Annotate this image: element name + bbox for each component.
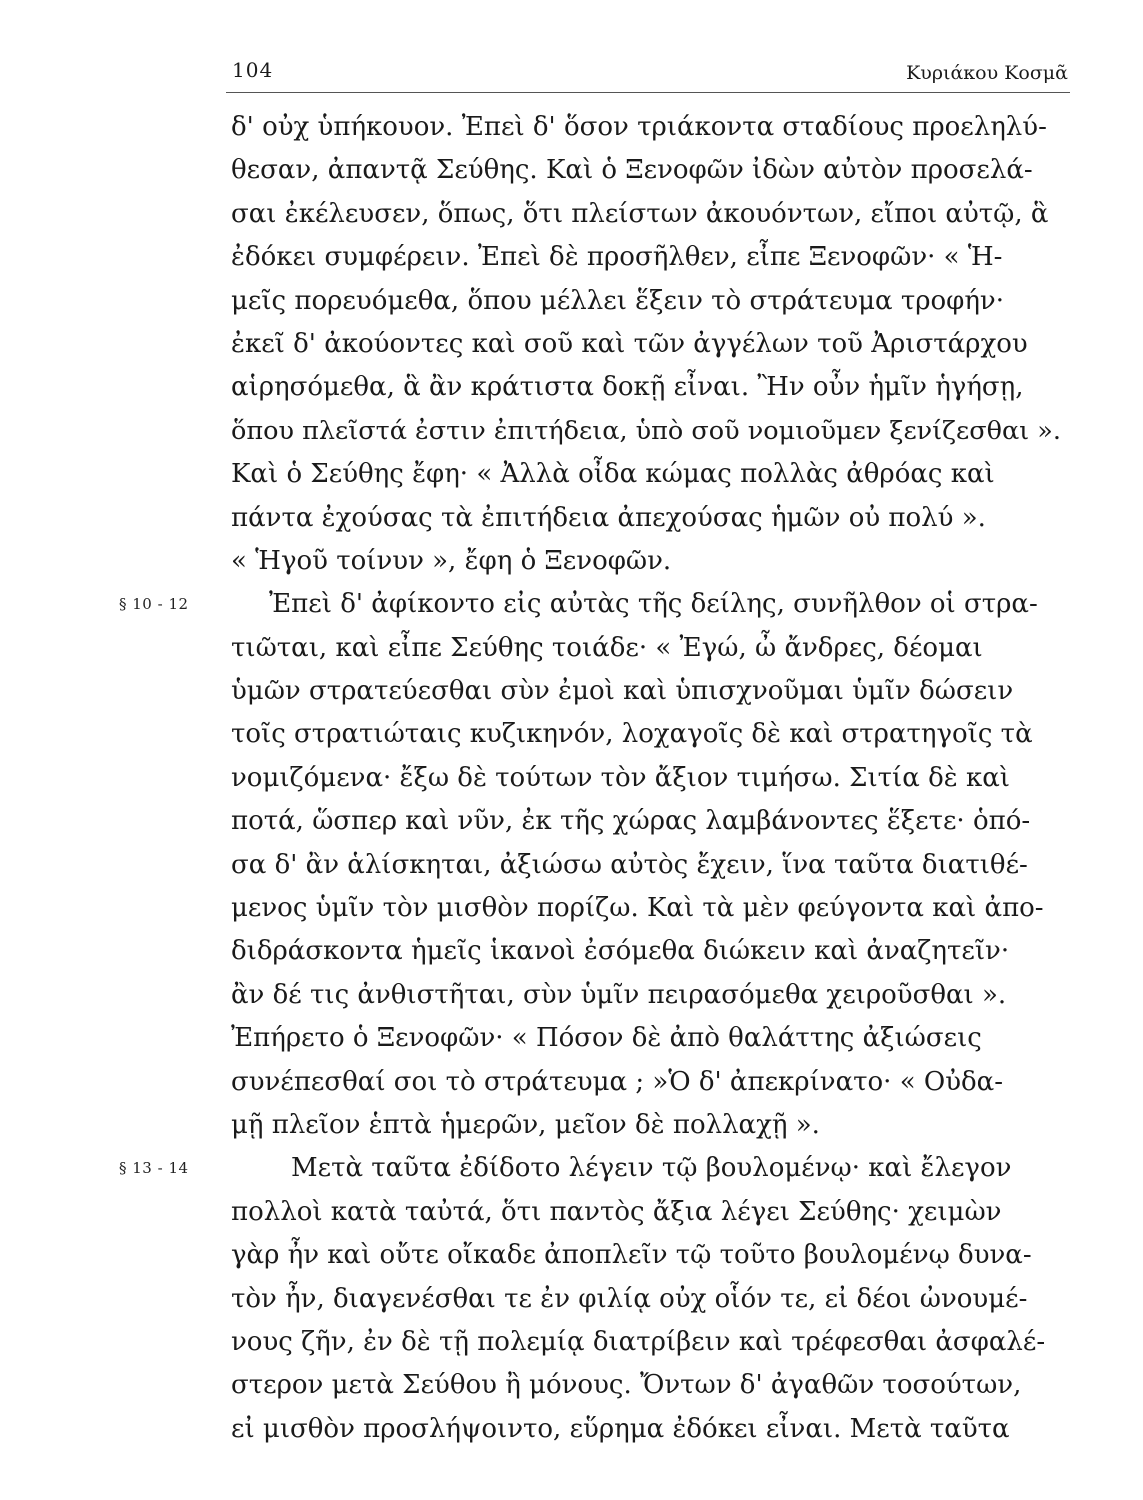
running-head [226, 52, 1070, 93]
text-line: ποτά, ὥσπερ καὶ νῦν, ἐκ τῆς χώρας λαμβάνοντες ἕξετε· ὁπό- [231, 806, 1031, 837]
text-line: θεσαν, ἀπαντᾷ Σεύθης. Καὶ ὁ Ξενοφῶν ἰδὼν αὐτὸν προσελά- [231, 155, 1033, 186]
text-line: μενος ὑμῖν τὸν μισθὸν πορίζω. Καὶ τὰ μὲν φεύγοντα καὶ ἀπο- [231, 893, 1044, 924]
text-line: στερον μετὰ Σεύθου ἢ μόνους. Ὄντων δ' ἀγαθῶν τοσούτων, [231, 1370, 1022, 1401]
text-line: τὸν ἦν, διαγενέσθαι τε ἐν φιλίᾳ οὐχ οἷόν τε, εἰ δέοι ὠνουμέ- [231, 1283, 1028, 1314]
text-line: διδράσκοντα ἡμεῖς ἱκανοὶ ἐσόμεθα διώκειν καὶ ἀναζητεῖν· [231, 936, 1010, 967]
text-line: συνέπεσθαί σοι τὸ στράτευμα ; »Ὁ δ' ἀπεκρίνατο· « Οὐδα- [231, 1066, 1003, 1097]
text-line-content: Μετὰ ταῦτα ἐδίδοτο λέγειν τῷ βουλομένῳ· καὶ ἔλεγον [291, 1153, 1012, 1184]
body-text [119, 106, 1067, 1451]
text-line: πάντα ἐχούσας τὰ ἐπιτήδεια ἀπεχούσας ἡμῶν οὐ πολύ ». [231, 502, 986, 533]
margin-note-section: § 10 - 12 [119, 595, 189, 614]
paragraph-first-line [119, 1147, 1067, 1190]
page-number: 104 [232, 58, 274, 82]
text-line: πολλοὶ κατὰ ταὐτά, ὅτι παντὸς ἄξια λέγει Σεύθης· χειμὼν [231, 1196, 1002, 1227]
text-line: νομιζόμενα· ἔξω δὲ τούτων τὸν ἄξιον τιμήσω. Σιτία δὲ καὶ [231, 762, 1010, 793]
text-line: δ' οὐχ ὑπήκουον. Ἐπεὶ δ' ὅσον τριάκοντα σταδίους προεληλύ- [231, 112, 1047, 142]
margin-note-section: § 13 - 14 [119, 1159, 189, 1178]
text-line: ἐδόκει συμφέρειν. Ἐπεὶ δὲ προσῆλθεν, εἶπε Ξενοφῶν· « Ἡ- [231, 242, 1003, 273]
text-line: μεῖς πορευόμεθα, ὅπου μέλλει ἕξειν τὸ στράτευμα τροφήν· [231, 285, 1005, 316]
text-line: ἐκεῖ δ' ἀκούοντες καὶ σοῦ καὶ τῶν ἀγγέλων τοῦ Ἀριστάρχου [231, 328, 1028, 359]
text-line: αἱρησόμεθα, ἃ ἂν κράτιστα δοκῇ εἶναι. Ἢν οὖν ἡμῖν ἡγήσῃ, [231, 372, 1024, 403]
text-line: ὑμῶν στρατεύεσθαι σὺν ἐμοὶ καὶ ὑπισχνοῦμαι ὑμῖν δώσειν [231, 676, 1014, 707]
text-line: εἰ μισθὸν προσλήψοιντο, εὕρημα ἐδόκει εἶναι. Μετὰ ταῦτα [231, 1413, 1010, 1444]
paragraph-first-line [119, 583, 1067, 626]
text-line: σαι ἐκέλευσεν, ὅπως, ὅτι πλείστων ἀκουόντων, εἴποι αὐτῷ, ἃ [231, 198, 1049, 229]
text-line: ἂν δέ τις ἀνθιστῆται, σὺν ὑμῖν πειρασόμεθα χειροῦσθαι ». [231, 979, 1007, 1010]
text-line: μῇ πλεῖον ἑπτὰ ἡμερῶν, μεῖον δὲ πολλαχῇ ». [231, 1109, 820, 1140]
text-line-content: Ἐπεὶ δ' ἀφίκοντο εἰς αὐτὰς τῆς δείλης, συνῆλθον οἱ στρα- [269, 589, 1038, 620]
text-line: τοῖς στρατιώταις κυζικηνόν, λοχαγοῖς δὲ καὶ στρατηγοῖς τὰ [231, 719, 1033, 750]
text-line: « Ἡγοῦ τοίνυν », ἔφη ὁ Ξενοφῶν. [231, 545, 672, 576]
text-line: νους ζῆν, ἐν δὲ τῇ πολεμίᾳ διατρίβειν καὶ τρέφεσθαι ἀσφαλέ- [231, 1326, 1046, 1357]
text-line: γὰρ ἦν καὶ οὔτε οἴκαδε ἀποπλεῖν τῷ τοῦτο βουλομένῳ δυνα- [231, 1240, 1032, 1271]
text-line: τιῶται, καὶ εἶπε Σεύθης τοιάδε· « Ἐγώ, ὦ ἄνδρες, δέομαι [231, 632, 983, 663]
text-line: ὅπου πλεῖστά ἐστιν ἐπιτήδεια, ὑπὸ σοῦ νομιοῦμεν ξενίζεσθαι ». [231, 415, 1061, 446]
text-line: Καὶ ὁ Σεύθης ἔφη· « Ἀλλὰ οἶδα κώμας πολλὰς ἀθρόας καὶ [231, 459, 995, 490]
text-line: σα δ' ἂν ἁλίσκηται, ἀξιώσω αὐτὸς ἔχειν, ἵνα ταῦτα διατιθέ- [231, 849, 1028, 880]
running-head-author: Κυριάκου Κοσμᾶ [906, 62, 1068, 84]
text-line: Ἐπήρετο ὁ Ξενοφῶν· « Πόσον δὲ ἀπὸ θαλάττης ἀξιώσεις [231, 1023, 982, 1054]
